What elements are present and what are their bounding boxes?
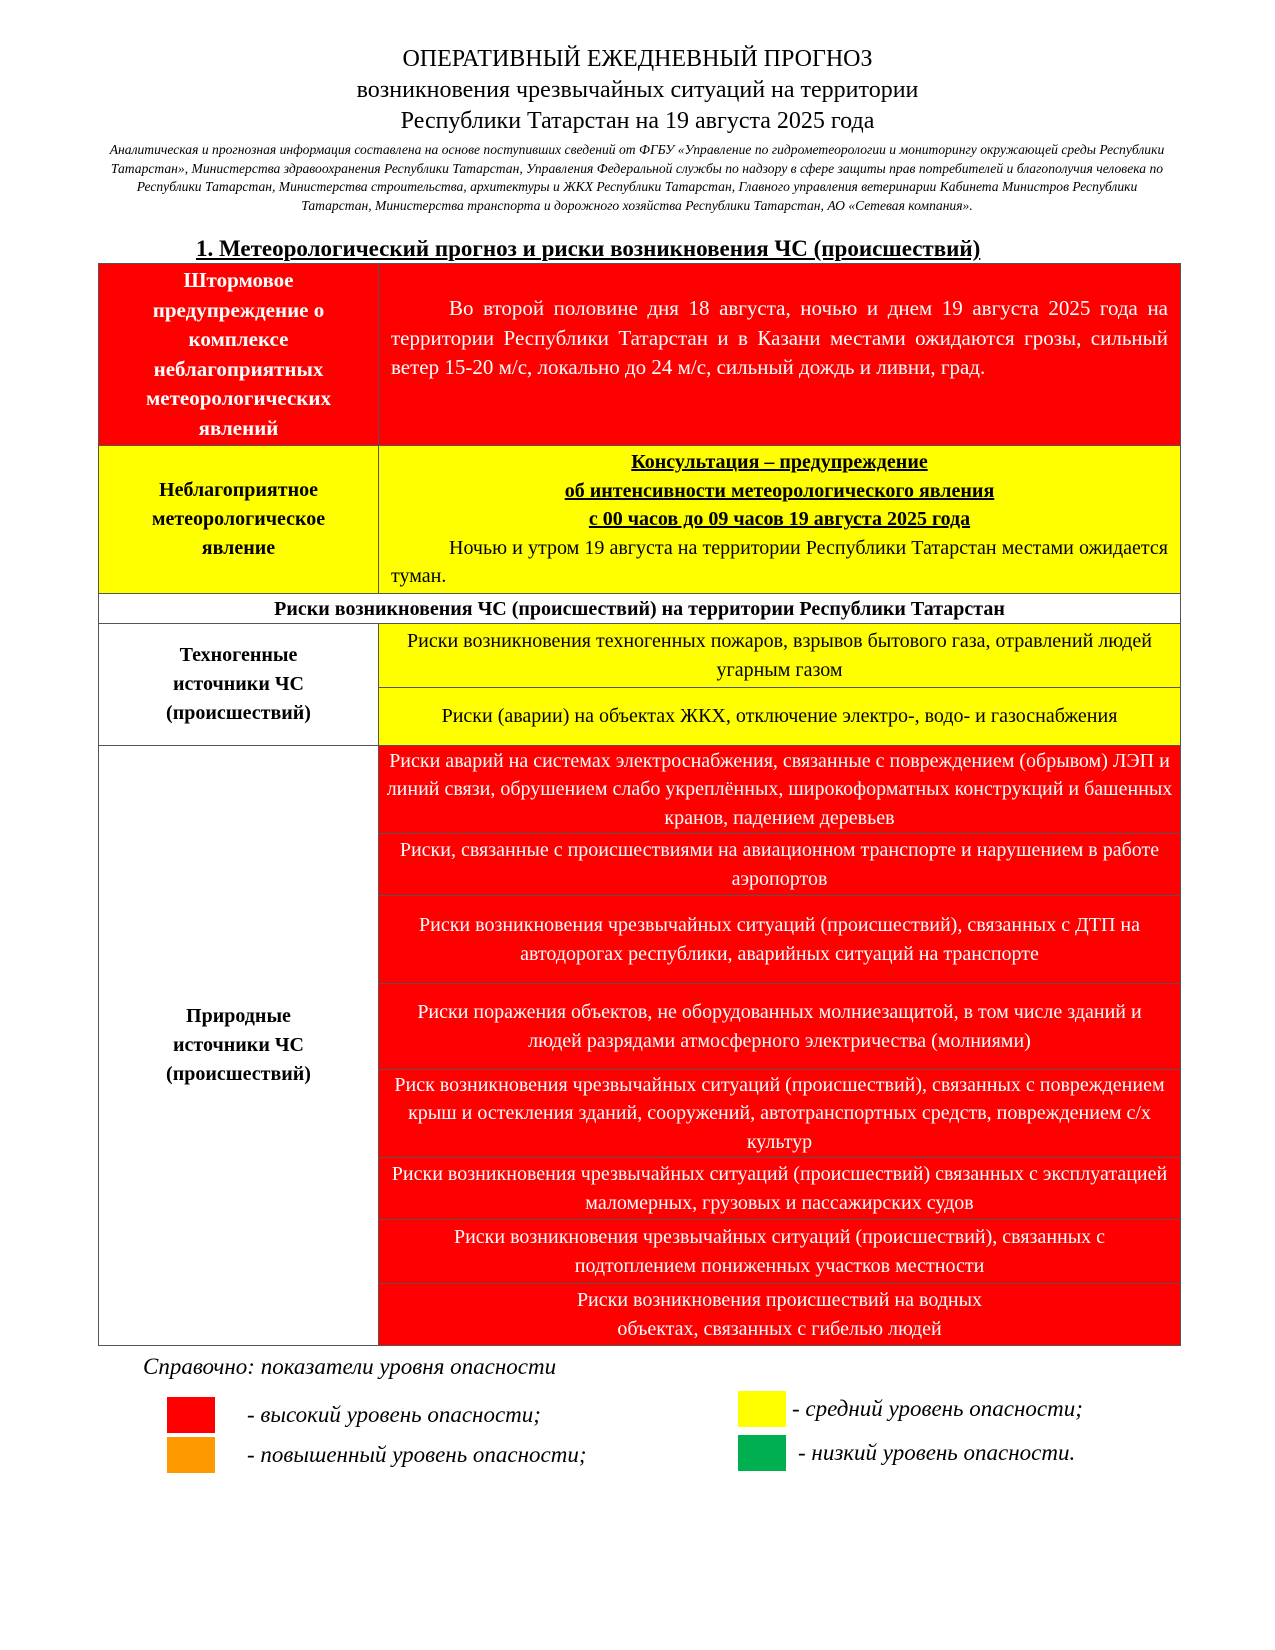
natural-risk-item: Риск возникновения чрезвычайных ситуаций (происшествий), связанных с повреждением крыш и остекления зданий, сооружений, автотранспортных средств, повреждением с/х культур — [379, 1070, 1181, 1158]
legend-title: Справочно: показатели уровня опасности — [143, 1354, 557, 1379]
storm-warning-row — [99, 264, 1181, 446]
storm-warning-label: Штормовое предупреждение о комплексе неблагоприятных метеорологических явлений — [99, 264, 379, 446]
consultation-heading-2: об интенсивности метеорологического явления — [564, 479, 995, 502]
legend-label-elevated: - повышенный уровень опасности; — [247, 1442, 587, 1467]
source-note: Аналитическая и прогнозная информация составлена на основе поступивших сведений от ФГБУ «Управление по гидрометеорологии и мониторингу окружающей среды Республики Татарстан», Министерства здравоохранения Республики Татарстан, Управления Федеральной службы по надзору в сфере защиты прав потребителей и благополучия человека по Республики Татарстан, Министерства строительства, архитектуры и ЖКХ Республики Татарстан, Главного управления ветеринарии Кабинета Министров Республики Татарстан, Министерства транспорта и дорожного хозяйства Республики Татарстан, АО «Сетевая компания». — [109, 142, 1165, 213]
legend-item-medium — [738, 1391, 1083, 1427]
adverse-phenomenon-label: Неблагоприятное метеорологическое явление — [99, 446, 379, 594]
adverse-phenomenon-cell — [379, 446, 1181, 594]
legend-label-low: - низкий уровень опасности. — [798, 1440, 1076, 1465]
natural-risk-item: Риски поражения объектов, не оборудованных молниезащитой, в том числе зданий и людей разрядами атмосферного электричества (молниями) — [379, 984, 1181, 1070]
natural-sources-label: Природные источники ЧС (происшествий) — [99, 746, 379, 1346]
title-line-1: ОПЕРАТИВНЫЙ ЕЖЕДНЕВНЫЙ ПРОГНОЗ — [402, 46, 873, 72]
natural-risk-item: Риски возникновения чрезвычайных ситуаций (происшествий), связанных с подтоплением пониженных участков местности — [379, 1220, 1181, 1284]
technogenic-risk-item: Риски (аварии) на объектах ЖКХ, отключение электро-, водо- и газоснабжения — [379, 688, 1181, 746]
consultation-heading-1: Консультация – предупреждение — [631, 451, 928, 474]
document-title — [0, 44, 1275, 137]
orange-swatch-icon — [167, 1437, 215, 1473]
title-line-2: возникновения чрезвычайных ситуаций на территории — [356, 77, 919, 103]
natural-risk-item: Риски, связанные с происшествиями на авиационном транспорте и нарушением в работе аэропортов — [379, 834, 1181, 896]
technogenic-sources-label: Техногенные источники ЧС (происшествий) — [99, 624, 379, 746]
legend-item-low — [738, 1435, 1075, 1471]
risks-heading: Риски возникновения ЧС (происшествий) на территории Республики Татарстан — [99, 594, 1181, 624]
natural-risk-item: Риски возникновения чрезвычайных ситуаций (происшествий) связанных с эксплуатацией маломерных, грузовых и пассажирских судов — [379, 1158, 1181, 1220]
red-swatch-icon — [167, 1397, 215, 1433]
storm-warning-cell — [379, 264, 1181, 446]
legend-label-high: - высокий уровень опасности; — [247, 1402, 541, 1427]
risks-heading-row — [99, 594, 1181, 624]
technogenic-risk-item: Риски возникновения техногенных пожаров, взрывов бытового газа, отравлений людей угарным газом — [379, 624, 1181, 688]
forecast-table — [98, 263, 1181, 1346]
legend-label-medium: - средний уровень опасности; — [792, 1396, 1083, 1421]
natural-risk-item: Риски возникновения чрезвычайных ситуаций (происшествий), связанных с ДТП на автодорогах республики, аварийных ситуаций на транспорте — [379, 896, 1181, 984]
green-swatch-icon — [738, 1435, 786, 1471]
natural-risk-item: Риски аварий на системах электроснабжения, связанные с повреждением (обрывом) ЛЭП и линий связи, обрушением слабо укреплённых, широкоформатных конструкций и башенных кранов, падением деревьев — [379, 746, 1181, 834]
yellow-swatch-icon — [738, 1391, 786, 1427]
natural-risk-row-1 — [99, 746, 1181, 834]
technogenic-risk-row-1 — [99, 624, 1181, 688]
title-line-3: Республики Татарстан на 19 августа 2025 года — [400, 108, 875, 134]
natural-risk-item: Риски возникновения происшествий на водных объектах, связанных с гибелью людей — [379, 1284, 1181, 1346]
storm-warning-text: Во второй половине дня 18 августа, ночью и днем 19 августа 2025 года на территории Республики Татарстан и в Казани местами ожидаются грозы, сильный ветер 15-20 м/с, локально до 24 м/с, сильный дождь и ливни, град. — [391, 296, 1168, 379]
legend-item-elevated — [167, 1437, 587, 1473]
consultation-heading-3: с 00 часов до 09 часов 19 августа 2025 года — [588, 508, 971, 531]
section-title: 1. Метеорологический прогноз и риски возникновения ЧС (происшествий) — [196, 236, 981, 261]
adverse-phenomenon-row — [99, 446, 1181, 594]
legend-item-high — [167, 1397, 541, 1433]
consultation-text: Ночью и утром 19 августа на территории Республики Татарстан местами ожидается туман. — [391, 536, 1168, 588]
